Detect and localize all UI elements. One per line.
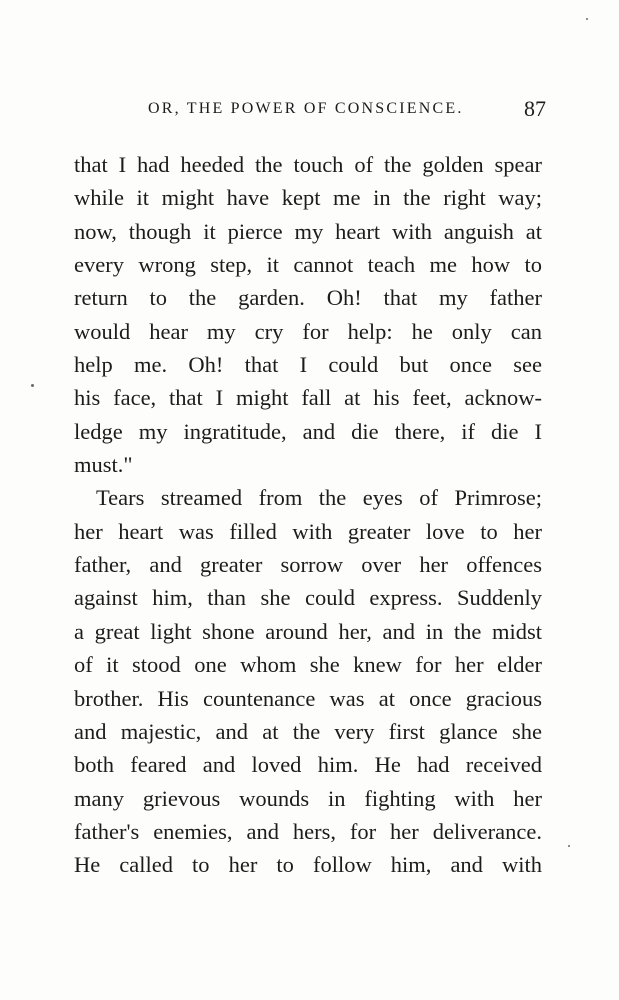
- running-head: [148, 96, 546, 126]
- text-line: many grievous wounds in fighting with her: [74, 785, 542, 811]
- text-line: every wrong step, it cannot teach me how to: [74, 252, 542, 278]
- page-number: 87: [524, 96, 546, 121]
- text-line: against him, than she could express. Suddenly: [74, 585, 542, 611]
- text-line: would hear my cry for help: he only can: [74, 318, 542, 344]
- text-line: of it stood one whom she knew for her elder: [74, 652, 542, 678]
- text-line: must.": [74, 452, 133, 478]
- text-line: his face, that I might fall at his feet, acknow-: [74, 385, 542, 411]
- running-title: OR, THE POWER OF CONSCIENCE.: [148, 100, 464, 117]
- text-line: ledge my ingratitude, and die there, if die I: [74, 418, 542, 444]
- text-line: that I had heeded the touch of the golden spear: [74, 152, 542, 177]
- text-line: father's enemies, and hers, for her deliverance.: [74, 818, 542, 844]
- paper-speck: [586, 18, 588, 20]
- paragraph-start-line: Tears streamed from the eyes of Primrose;: [96, 485, 542, 511]
- text-line: her heart was filled with greater love to her: [74, 518, 542, 544]
- text-line: while it might have kept me in the right way;: [74, 185, 542, 211]
- paper-speck: [568, 845, 570, 847]
- text-line: help me. Oh! that I could but once see: [74, 352, 542, 378]
- text-line: return to the garden. Oh! that my father: [74, 285, 542, 311]
- text-line: father, and greater sorrow over her offences: [74, 552, 542, 578]
- text-line: now, though it pierce my heart with anguish at: [74, 218, 542, 244]
- text-line: and majestic, and at the very first glance she: [74, 718, 542, 744]
- text-line: brother. His countenance was at once gracious: [74, 685, 542, 711]
- text-line: a great light shone around her, and in the midst: [74, 618, 542, 644]
- body-text: [74, 148, 542, 882]
- text-line: both feared and loved him. He had received: [74, 752, 542, 778]
- paper-speck: [31, 384, 34, 387]
- text-line: He called to her to follow him, and with: [74, 852, 542, 878]
